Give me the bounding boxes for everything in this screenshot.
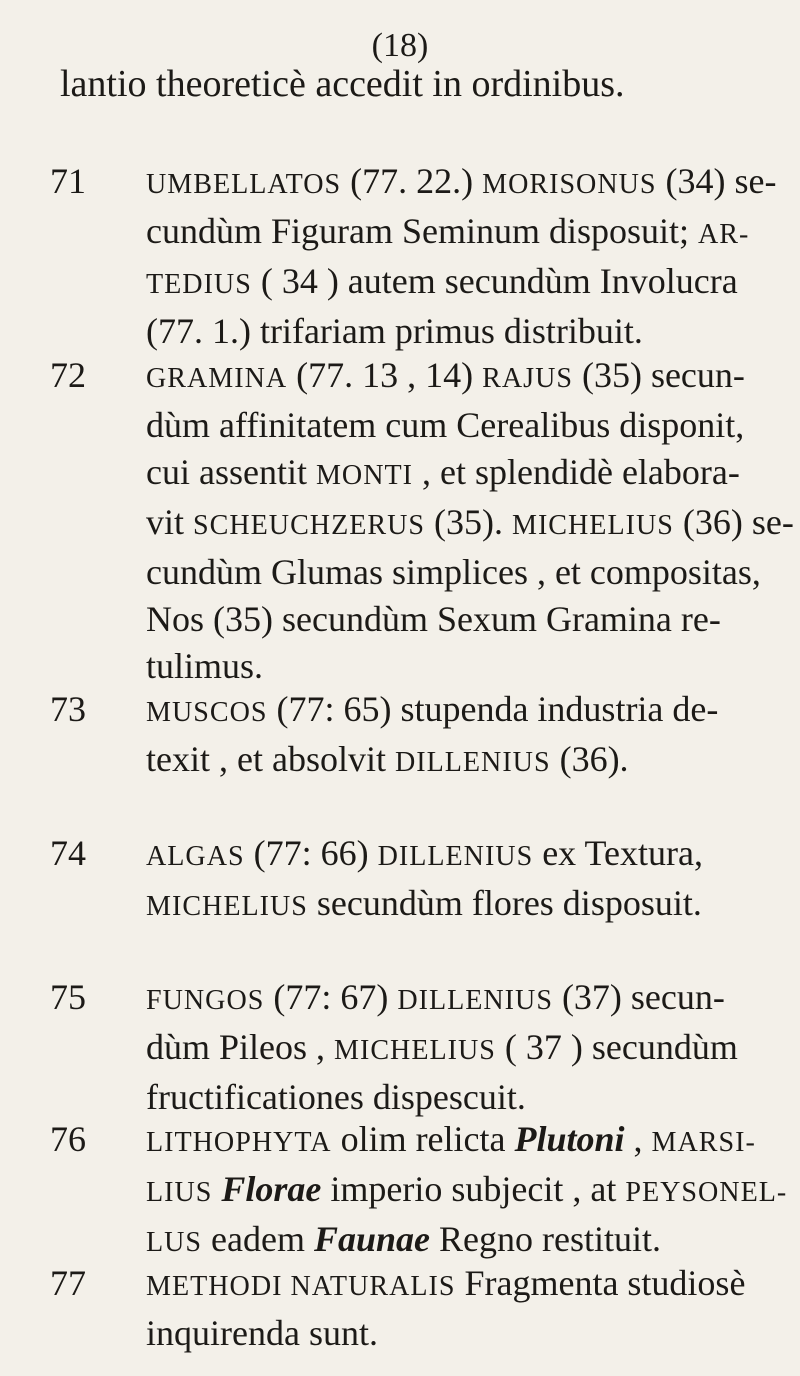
text-line	[146, 208, 776, 258]
author-name: UMBELLATOS	[146, 169, 342, 200]
paragraph-75	[50, 974, 776, 1121]
paragraph-number: 77	[50, 1263, 86, 1303]
author-name: AR-	[698, 219, 750, 250]
text-line	[146, 974, 776, 1024]
text-segment: cui assentit	[146, 452, 316, 492]
author-name: PEYSONEL-	[625, 1177, 788, 1208]
text-segment: (77. 13 , 14)	[287, 355, 483, 395]
text-segment: (77: 66)	[244, 833, 378, 873]
text-segment: , et splendidè elabora-	[413, 452, 740, 492]
author-name: LIUS	[146, 1177, 213, 1208]
text-segment: cundùm Glumas simplices , et compositas,	[146, 552, 761, 592]
paragraph-number: 72	[50, 355, 86, 395]
text-line	[146, 686, 776, 736]
page-number: (18)	[371, 27, 429, 64]
text-line	[146, 449, 776, 499]
text-segment: fructificationes dispescuit.	[146, 1077, 526, 1117]
text-line	[146, 1116, 776, 1166]
text-segment: (77. 1.) trifariam primus distribuit.	[146, 311, 643, 351]
paragraph-number: 76	[50, 1119, 86, 1159]
text-segment: ( 34 ) autem secundùm Involucra	[251, 261, 738, 301]
text-segment: (77: 65) stupenda industria de-	[267, 689, 719, 729]
author-name: METHODI NATURALIS	[146, 1271, 456, 1302]
text-segment: tulimus.	[146, 646, 264, 686]
text-segment: ,	[624, 1119, 652, 1159]
text-segment: (37) secun-	[552, 977, 725, 1017]
text-line	[146, 1216, 776, 1266]
text-segment: olim relicta	[331, 1119, 515, 1159]
author-name: MARSI-	[651, 1127, 756, 1158]
text-line	[146, 1074, 776, 1121]
text-segment: ( 37 ) secundùm	[495, 1027, 738, 1067]
text-segment: (34) se-	[656, 161, 777, 201]
text-segment: eadem	[202, 1219, 314, 1259]
text-line	[146, 736, 776, 786]
text-segment: (36) se-	[673, 502, 794, 542]
author-name: LUS	[146, 1227, 203, 1258]
author-name: SCHEUCHZERUS	[193, 510, 425, 541]
author-name: MONTI	[315, 460, 413, 491]
author-name: DILLENIUS	[394, 747, 551, 778]
continuation-line: lantio theoreticè accedit in ordinibus.	[60, 63, 625, 105]
text-segment: (35) secun-	[572, 355, 745, 395]
text-segment: (77. 22.)	[341, 161, 483, 201]
author-name: MICHELIUS	[334, 1035, 496, 1066]
text-line	[146, 596, 776, 643]
text-segment: ex Textura,	[533, 833, 703, 873]
text-segment: dùm Pileos ,	[146, 1027, 335, 1067]
paragraph-number: 73	[50, 689, 86, 729]
author-name: DILLENIUS	[377, 841, 534, 872]
paragraph-number: 71	[50, 161, 86, 201]
text-line	[146, 258, 776, 308]
text-segment: (36).	[550, 739, 629, 779]
paragraph-73	[50, 686, 776, 786]
text-segment: (35).	[425, 502, 512, 542]
paragraph-71	[50, 158, 777, 355]
text-line	[146, 830, 776, 880]
author-name: TEDIUS	[146, 269, 252, 300]
text-segment: (77: 67)	[264, 977, 398, 1017]
author-name: MUSCOS	[146, 697, 268, 728]
text-line	[146, 643, 776, 690]
paragraph-number: 74	[50, 833, 86, 873]
text-segment: Fragmenta studiosè	[455, 1263, 746, 1303]
author-name: MICHELIUS	[511, 510, 674, 541]
text-line	[146, 352, 776, 402]
text-segment: cundùm Figuram Seminum disposuit;	[146, 211, 699, 251]
paragraph-74	[50, 830, 776, 930]
paragraph-number: 75	[50, 977, 86, 1017]
author-name: LITHOPHYTA	[146, 1127, 332, 1158]
author-name: FUNGOS	[146, 985, 265, 1016]
author-name: RAJUS	[482, 363, 573, 394]
italic-term: Plutoni	[514, 1119, 625, 1159]
text-segment: dùm affinitatem cum Cerealibus disponit,	[146, 405, 745, 445]
text-segment: texit , et absolvit	[146, 739, 395, 779]
italic-term: Faunae	[313, 1219, 431, 1259]
text-line	[146, 549, 776, 596]
paragraph-72	[50, 352, 794, 690]
text-line	[146, 1310, 776, 1357]
text-line	[146, 1024, 776, 1074]
text-segment: imperio subjecit , at	[321, 1169, 626, 1209]
text-line	[146, 308, 776, 355]
text-segment: secundùm flores disposuit.	[307, 883, 702, 923]
author-name: ALGAS	[146, 841, 245, 872]
text-line	[146, 499, 794, 549]
author-name: DILLENIUS	[397, 985, 553, 1016]
text-segment: Nos (35) secundùm Sexum Gramina re-	[146, 599, 721, 639]
text-segment: inquirenda sunt.	[146, 1313, 378, 1353]
author-name: MORISONUS	[482, 169, 657, 200]
text-segment: Regno restituit.	[430, 1219, 662, 1259]
text-line	[146, 1260, 776, 1310]
text-line	[146, 1166, 788, 1216]
text-line	[146, 880, 776, 930]
author-name: GRAMINA	[146, 363, 288, 394]
author-name: MICHELIUS	[146, 891, 308, 922]
paragraph-76	[50, 1116, 788, 1266]
paragraph-77	[50, 1260, 776, 1357]
text-segment: vit	[146, 502, 194, 542]
text-line	[146, 158, 776, 208]
italic-term: Florae	[221, 1169, 322, 1209]
text-line	[146, 402, 776, 449]
